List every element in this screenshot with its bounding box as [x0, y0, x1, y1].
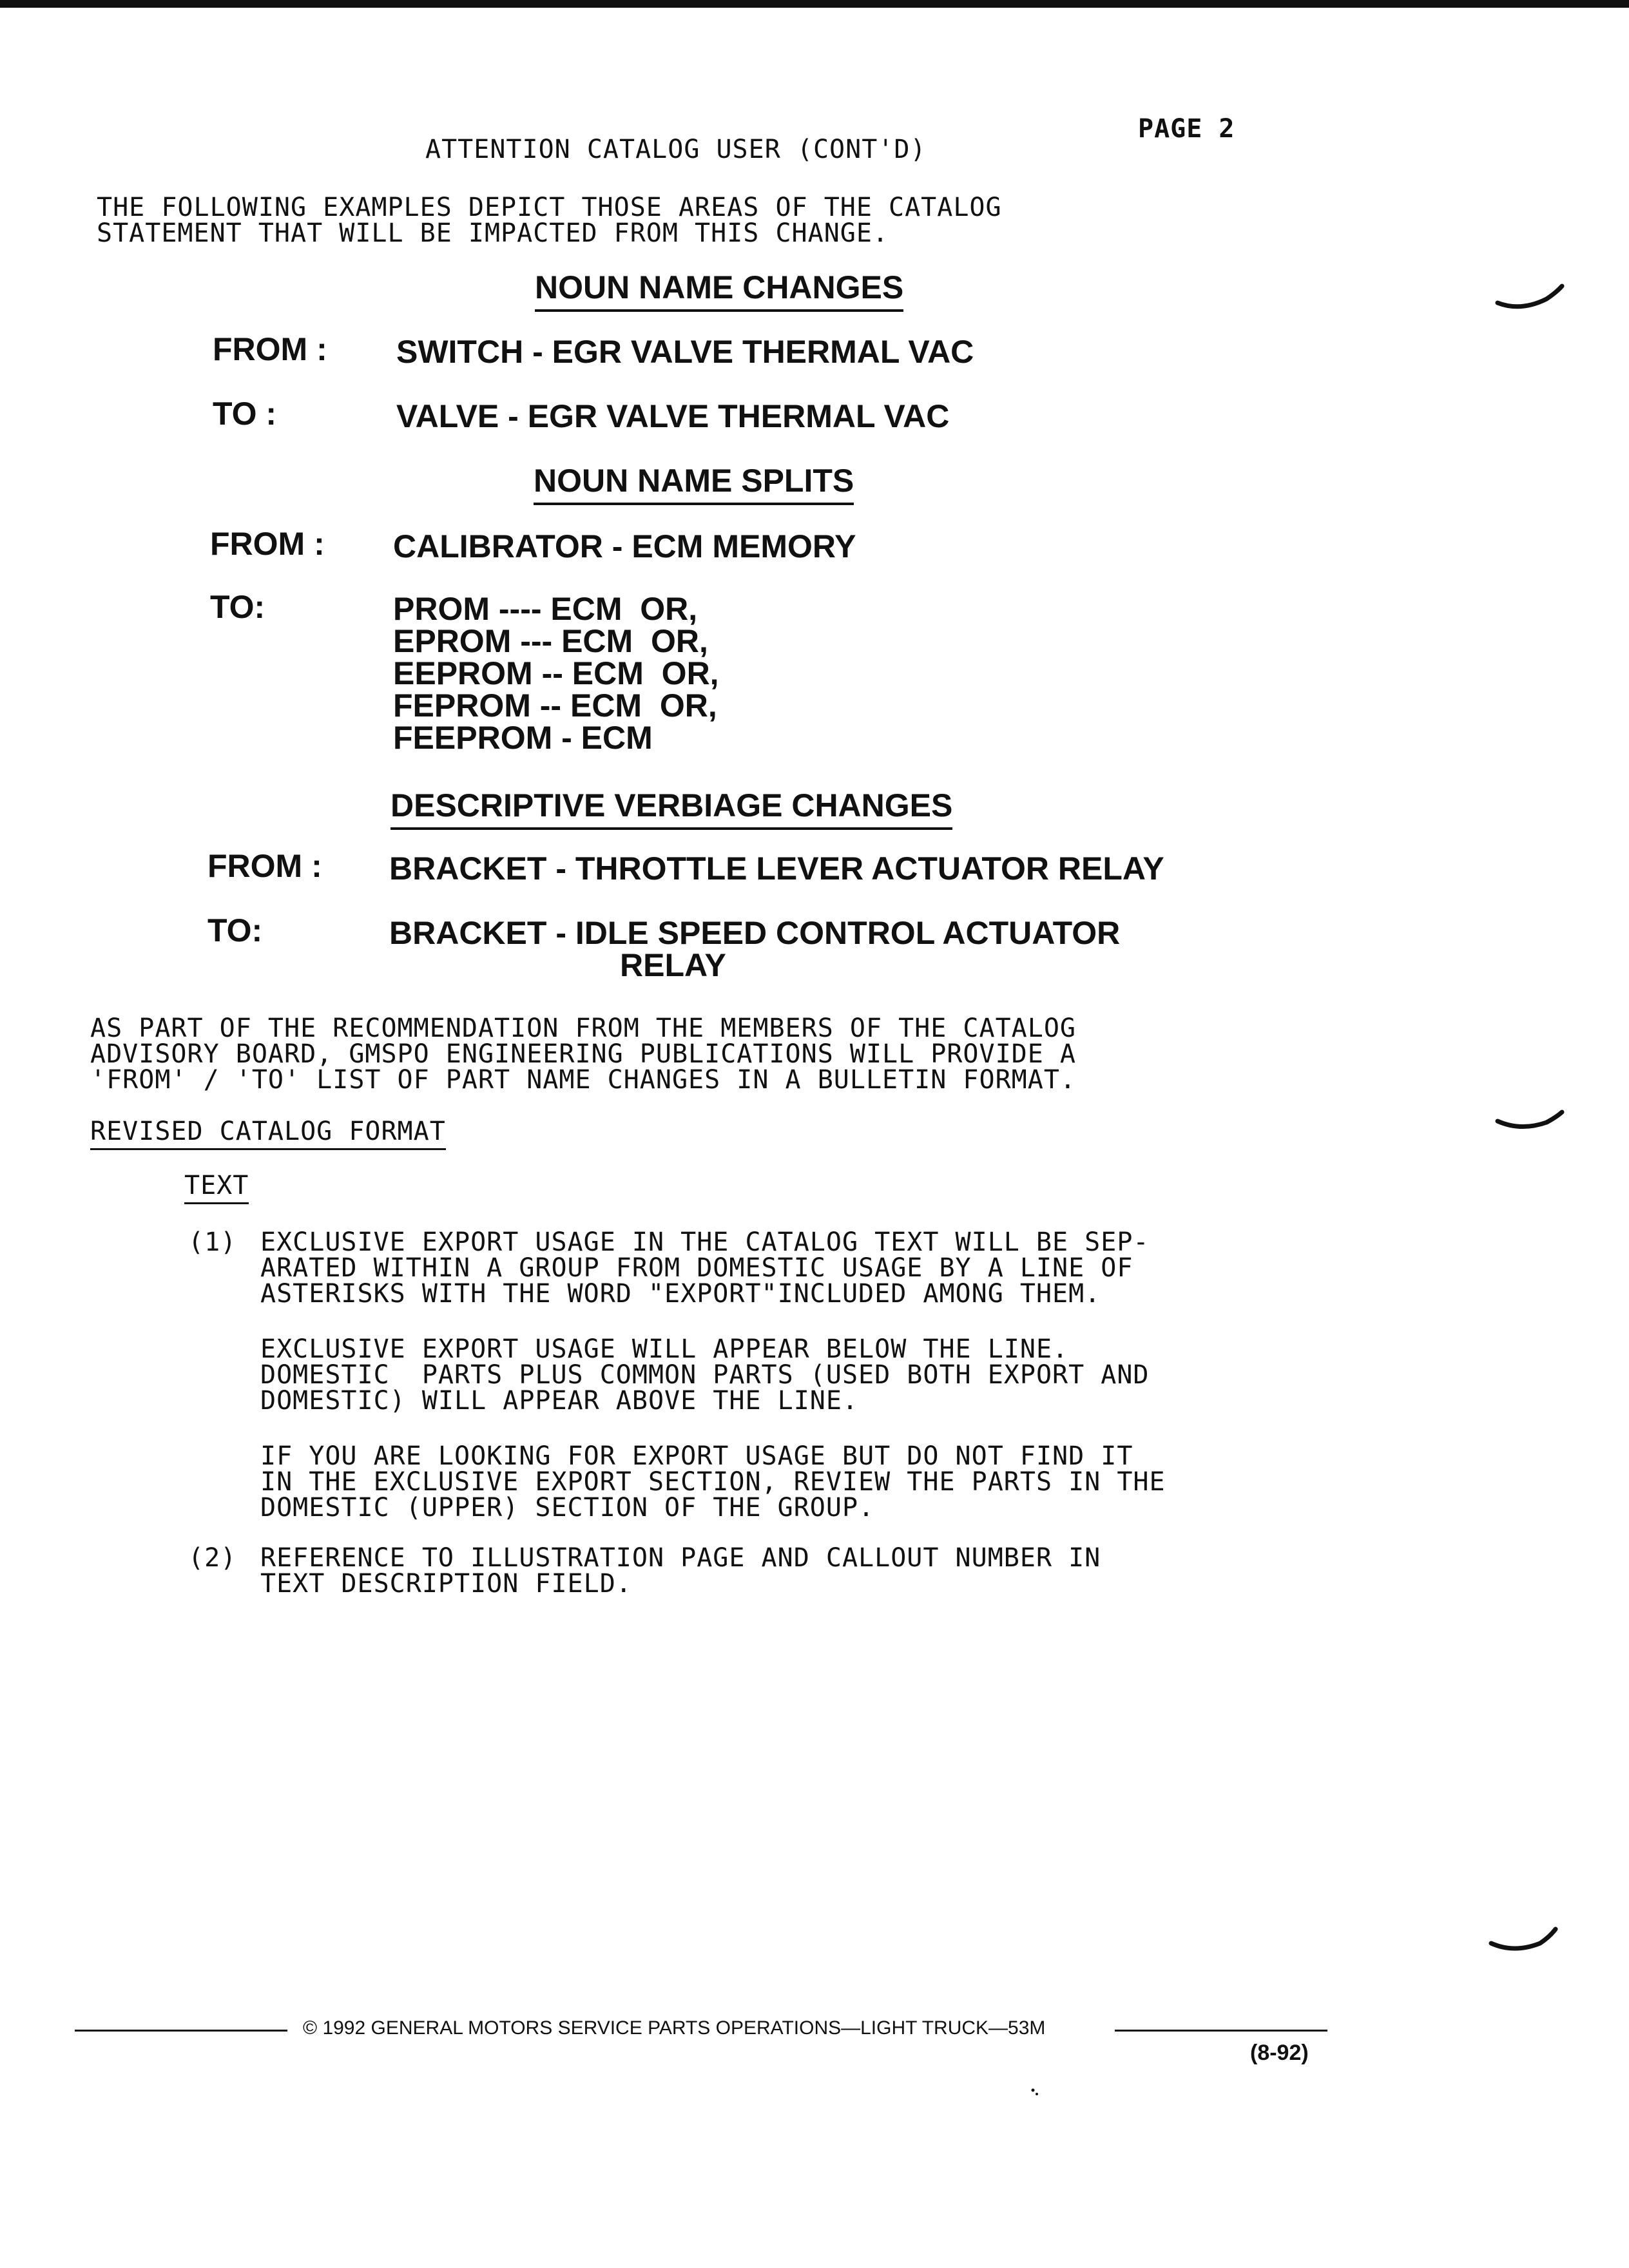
split-line: FEPROM -- ECM OR, — [393, 687, 717, 724]
from-label: FROM : — [207, 848, 322, 884]
page-title: ATTENTION CATALOG USER (CONT'D) — [425, 135, 927, 164]
footer-rule-left — [75, 2030, 287, 2032]
split-line: EEPROM -- ECM OR, — [393, 655, 719, 691]
advisory-line-2: ADVISORY BOARD, GMSPO ENGINEERING PUBLICATIONS WILL PROVIDE A — [90, 1039, 1077, 1069]
split-line: FEEPROM - ECM — [393, 720, 653, 756]
advisory-line-1: AS PART OF THE RECOMMENDATION FROM THE MEMBERS OF THE CATALOG — [90, 1014, 1077, 1043]
text-subheading: TEXT — [184, 1171, 249, 1204]
to-label: TO: — [210, 589, 265, 625]
from-value: CALIBRATOR - ECM MEMORY — [393, 528, 856, 564]
para3-line-2: IN THE EXCLUSIVE EXPORT SECTION, REVIEW THE PARTS IN THE — [260, 1467, 1166, 1497]
item1-line-2: ARATED WITHIN A GROUP FROM DOMESTIC USAGE BY A LINE OF — [260, 1253, 1133, 1283]
check-mark-icon — [1489, 1901, 1559, 1968]
top-edge-line — [0, 0, 1629, 13]
descriptive-changes-heading: DESCRIPTIVE VERBIAGE CHANGES — [390, 787, 952, 830]
noun-name-splits-heading: NOUN NAME SPLITS — [534, 463, 854, 505]
item2-line-2: TEXT DESCRIPTION FIELD. — [260, 1569, 632, 1599]
para2-line-2: DOMESTIC PARTS PLUS COMMON PARTS (USED BOTH EXPORT AND — [260, 1360, 1150, 1390]
to-label: TO : — [213, 396, 277, 432]
item1-line-1: EXCLUSIVE EXPORT USAGE IN THE CATALOG TEXT WILL BE SEP- — [260, 1227, 1150, 1257]
scan-speck-icon — [1025, 2076, 1034, 2085]
to-label: TO: — [207, 912, 263, 948]
revision-date: (8-92) — [1250, 2041, 1309, 2065]
noun-name-changes-heading: NOUN NAME CHANGES — [535, 269, 903, 312]
check-mark-icon — [1495, 1082, 1566, 1149]
advisory-line-3: 'FROM' / 'TO' LIST OF PART NAME CHANGES IN A BULLETIN FORMAT. — [90, 1065, 1077, 1095]
para3-line-1: IF YOU ARE LOOKING FOR EXPORT USAGE BUT DO NOT FIND IT — [260, 1441, 1133, 1471]
footer-rule-right — [1115, 2030, 1327, 2032]
footer-copyright: © 1992 GENERAL MOTORS SERVICE PARTS OPERATIONS—LIGHT TRUCK—53M — [303, 2017, 1046, 2039]
from-label: FROM : — [210, 526, 325, 562]
page-number: PAGE 2 — [1138, 114, 1235, 144]
to-value: VALVE - EGR VALVE THERMAL VAC — [396, 398, 950, 434]
item1-line-3: ASTERISKS WITH THE WORD "EXPORT"INCLUDED AMONG THEM. — [260, 1279, 1101, 1309]
from-label: FROM : — [213, 331, 327, 367]
from-value: BRACKET - THROTTLE LEVER ACTUATOR RELAY — [389, 850, 1164, 887]
revised-format-heading: REVISED CATALOG FORMAT — [90, 1117, 446, 1150]
item-number: (1) — [188, 1227, 237, 1257]
split-line: EPROM --- ECM OR, — [393, 623, 708, 659]
check-mark-icon — [1495, 258, 1566, 325]
to-value-line-1: BRACKET - IDLE SPEED CONTROL ACTUATOR — [389, 915, 1121, 951]
para3-line-3: DOMESTIC (UPPER) SECTION OF THE GROUP. — [260, 1493, 875, 1523]
intro-line-2: STATEMENT THAT WILL BE IMPACTED FROM THIS CHANGE. — [97, 218, 889, 248]
intro-line-1: THE FOLLOWING EXAMPLES DEPICT THOSE AREAS OF THE CATALOG — [97, 193, 1002, 222]
item2-line-1: REFERENCE TO ILLUSTRATION PAGE AND CALLOUT NUMBER IN — [260, 1543, 1101, 1573]
to-value-line-2: RELAY — [620, 947, 726, 983]
split-line: PROM ---- ECM OR, — [393, 591, 698, 627]
para2-line-3: DOMESTIC) WILL APPEAR ABOVE THE LINE. — [260, 1386, 859, 1416]
para2-line-1: EXCLUSIVE EXPORT USAGE WILL APPEAR BELOW THE LINE. — [260, 1334, 1069, 1364]
from-value: SWITCH - EGR VALVE THERMAL VAC — [396, 334, 974, 370]
item-number: (2) — [188, 1543, 237, 1573]
